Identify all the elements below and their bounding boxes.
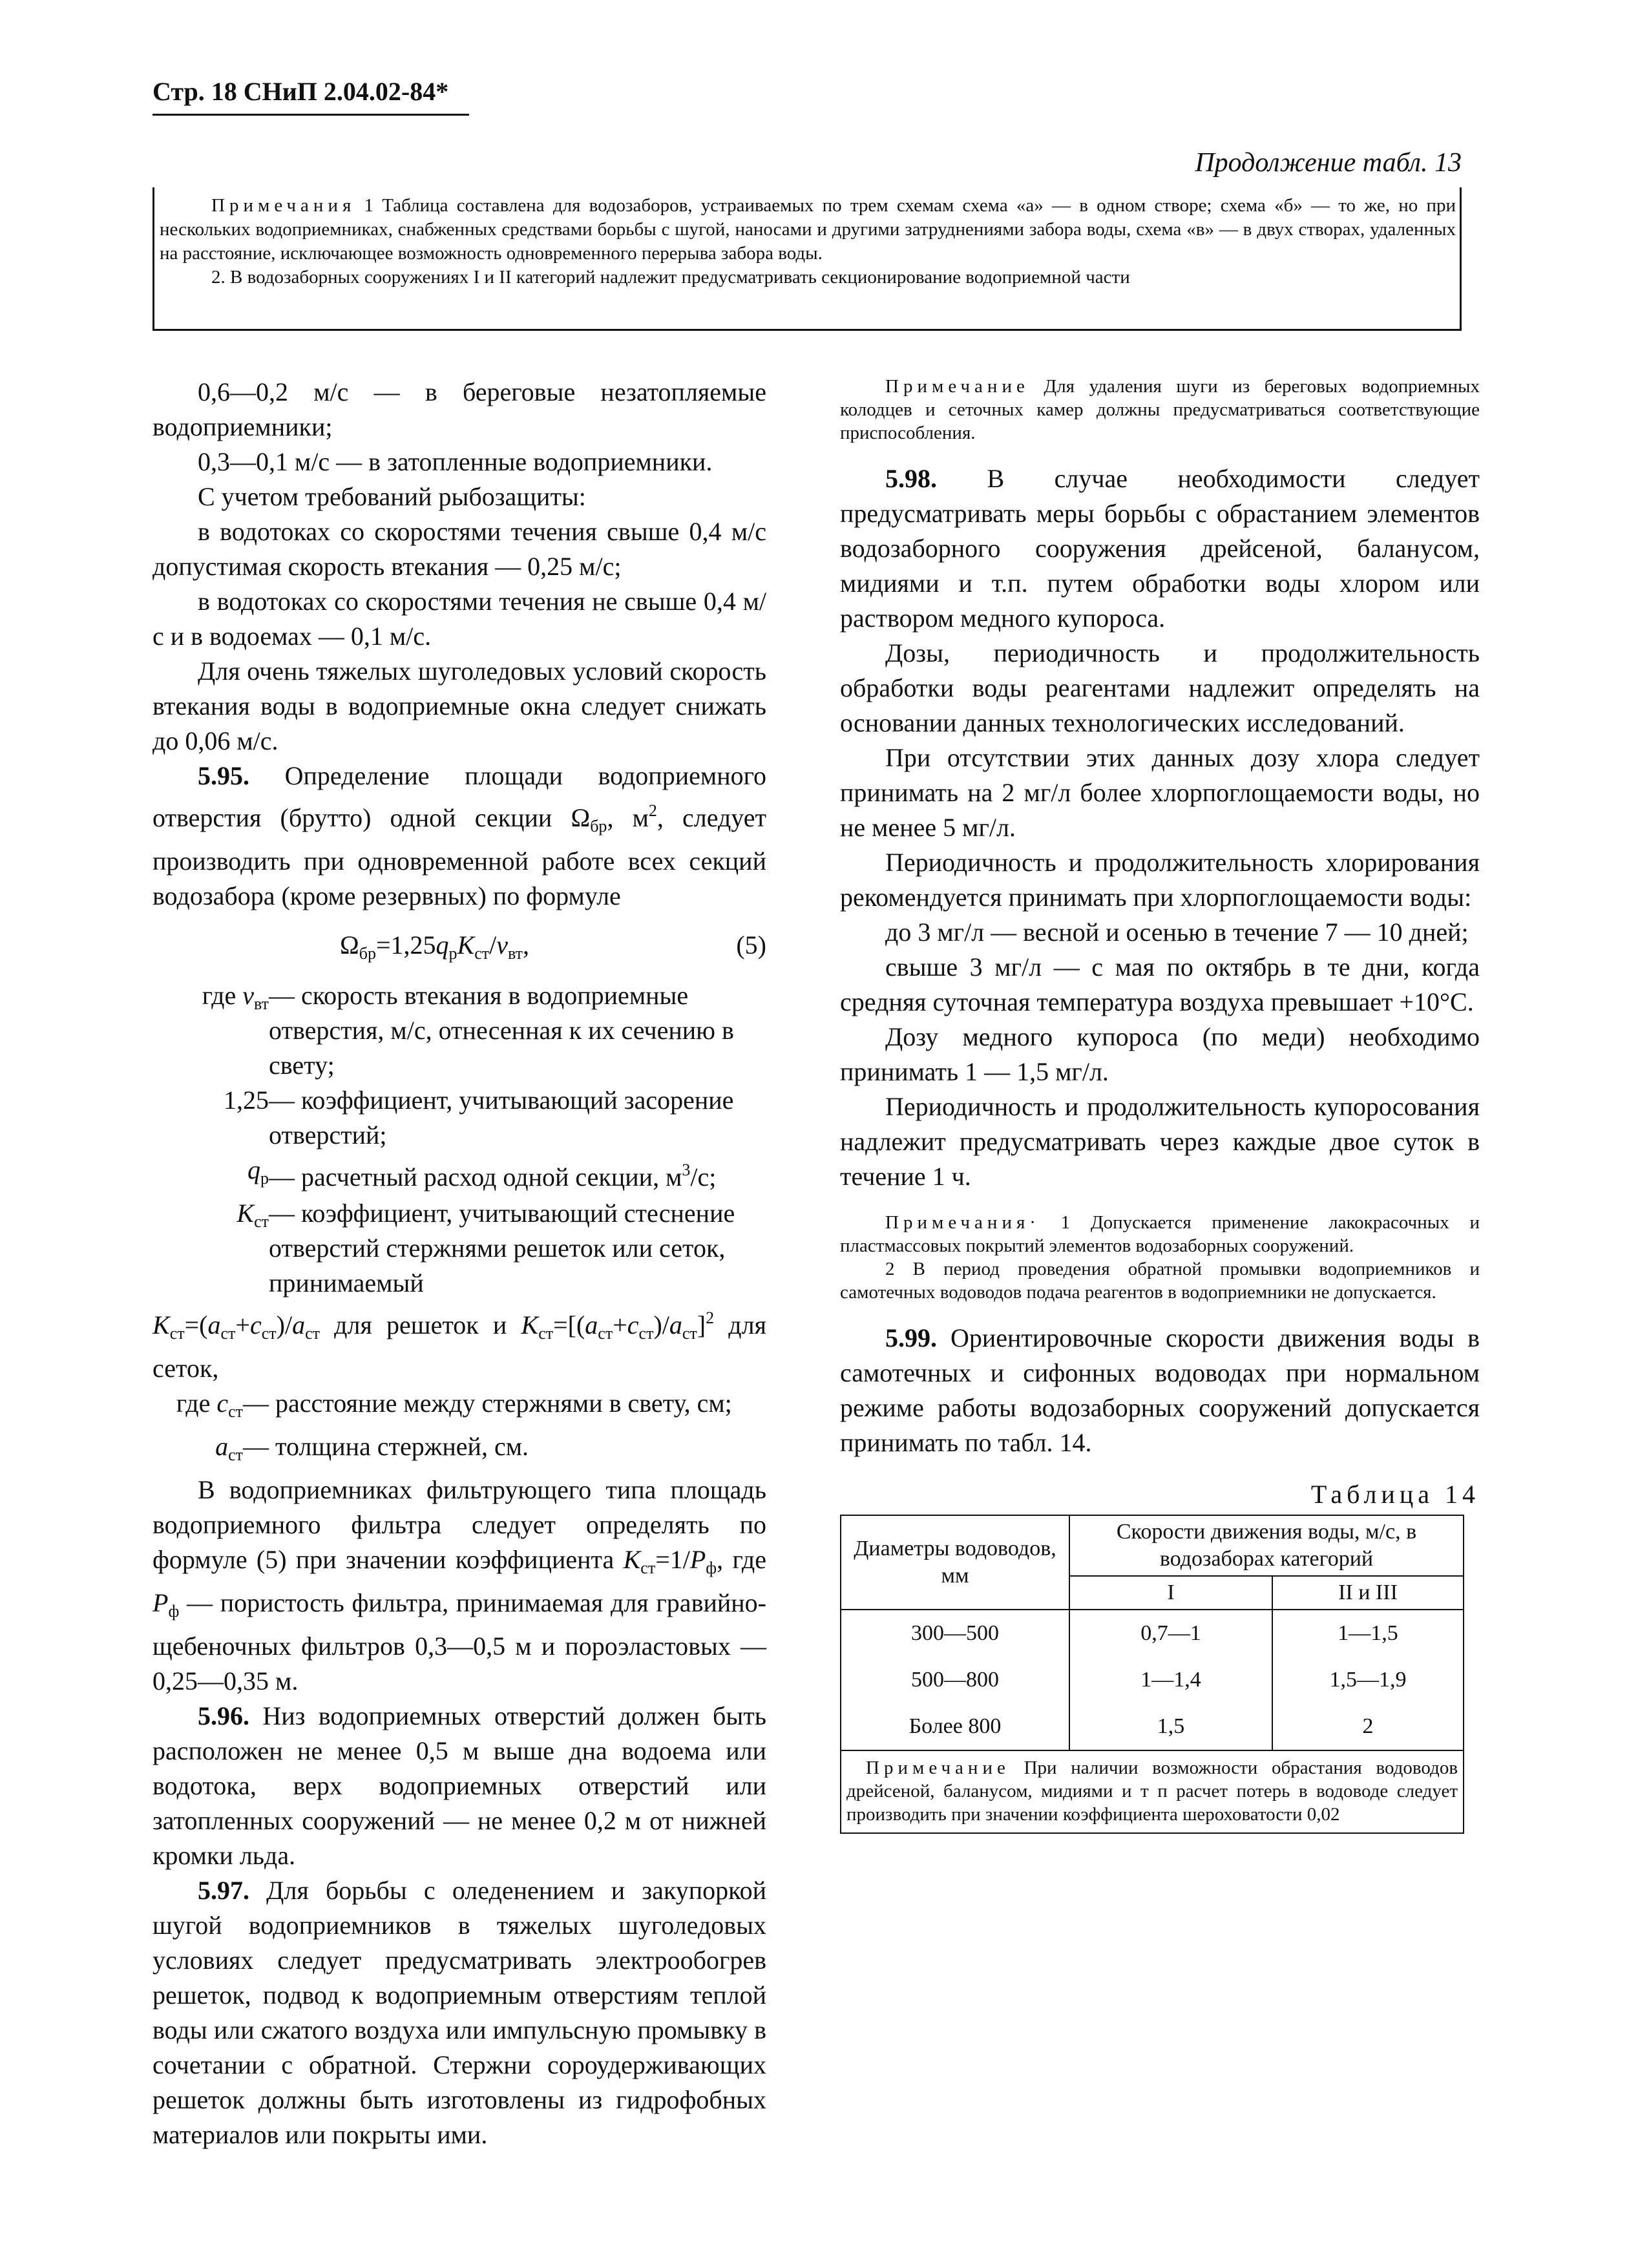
text: — расчетный расход одной секции, м: [269, 1162, 682, 1192]
paragraph: свыше 3 мг/л — с мая по октябрь в те дни, когда средняя суточная температура воздуха превышает +10°С.: [840, 952, 1480, 1016]
definition: [152, 1429, 766, 1473]
section-5-95: [152, 759, 766, 914]
formula-definitions: [152, 978, 766, 1301]
formula-part: ст: [169, 1324, 185, 1343]
header-rule: [152, 114, 469, 116]
formula-part: v: [496, 930, 509, 960]
cell-diameter: 500—800: [841, 1657, 1069, 1703]
paragraph: Дозы, периодичность и продолжительность обработки воды реагентами надлежит определять на основании данных технологических исследований.: [840, 638, 1480, 737]
formula-part: +: [613, 1310, 627, 1339]
right-column: [840, 375, 1480, 1834]
formula-part: c: [249, 1310, 262, 1339]
header-cat-2-3: II и III: [1272, 1576, 1464, 1610]
table13-notes: [152, 187, 1462, 331]
subscript: ст: [640, 1559, 656, 1577]
formula-number: (5): [736, 930, 766, 960]
formula-part: a: [207, 1310, 221, 1339]
definition: [152, 1153, 766, 1196]
definition: [152, 1083, 766, 1153]
definition-symbol: [152, 978, 269, 1083]
note-1: 1 Таблица составлена для водозаборов, устраиваемых по трем схемам схема «а» — в одном створе; схема «б» — то же, но при нескольких водоприемниках, снабженных средствами борьбы с шугой, наносами и другими затруднениями забора воды, схема «в» — в двух створах, удаленных на расстояние, исключающее возможность одновременного перерыва забора воды.: [160, 195, 1456, 264]
definition-symbol: [152, 1386, 243, 1429]
text: q: [247, 1155, 260, 1184]
k-formula: [152, 1301, 766, 1386]
formula-part: )/: [276, 1310, 293, 1339]
formula-part: ст: [261, 1324, 277, 1343]
formula-5: [152, 928, 766, 969]
text: В случае необходимости следует предусматривать меры борьбы с обрастанием элементов водозаборного сооружения дрейсеной, баланусом, мидиями и т.п. путем обработки воды хлором или раствором медного купороса.: [840, 464, 1480, 633]
cell-cat-2-3: 1,5—1,9: [1272, 1657, 1464, 1703]
paragraph: Периодичность и продолжительность купоросования надлежит предусматривать через каждые двое суток в течение 1 ч.: [840, 1092, 1480, 1191]
formula-part: ст: [598, 1324, 613, 1343]
formula-part: =[(: [553, 1310, 585, 1339]
note-text: Для удаления шуги из береговых водоприемных колодцев и сеточных камер должны предусматриваться соответствующие приспособления.: [840, 376, 1480, 443]
formula-expression: [340, 928, 529, 971]
notes-5-98: [840, 1211, 1480, 1304]
text: В водоприемниках фильтрующего типа площадь водоприемного фильтра следует определять по формуле (5) при значении коэффициента: [152, 1475, 766, 1574]
paragraph: Периодичность и продолжительность хлорирования рекомендуется принимать при хлорпоглощаемости воды:: [840, 848, 1480, 912]
section-number: 5.95.: [198, 761, 249, 790]
cell-cat-2-3: 1—1,5: [1272, 1610, 1464, 1657]
definition-text: — толщина стержней, см.: [243, 1432, 529, 1461]
subscript: вт: [254, 994, 269, 1013]
formula-part: ст: [220, 1324, 236, 1343]
header-cat-1: I: [1069, 1576, 1272, 1610]
formula-part: ст: [305, 1324, 320, 1343]
formula-part: a: [585, 1310, 598, 1339]
formula-part: a: [669, 1310, 682, 1339]
text: c: [216, 1389, 229, 1418]
formula-part: ст: [474, 944, 490, 963]
text: a: [215, 1432, 229, 1461]
subscript: бр: [590, 817, 607, 835]
formula-part: K: [152, 1310, 170, 1339]
formula-part: K: [457, 930, 475, 960]
formula-part: q: [436, 930, 449, 960]
definition-text: — скорость втекания в водоприемные отверстия, м/с, отнесенная к их сечению в свету;: [269, 981, 734, 1080]
note-5-97: [840, 375, 1480, 445]
left-column: [152, 375, 766, 2152]
text: , следует производить при одновременной работе всех секций водозабора (кроме резервных) по формуле: [152, 803, 767, 910]
definition-symbol: [152, 1196, 269, 1301]
formula-part: K: [521, 1310, 539, 1339]
note-label: Примечание: [885, 376, 1029, 397]
definition: [152, 978, 766, 1083]
section-number: 5.98.: [885, 464, 937, 493]
section-5-96: [152, 1699, 766, 1873]
formula-part: c: [627, 1310, 639, 1339]
text: P: [152, 1588, 169, 1617]
text: Определение площади водоприемного отверстия (брутто) одной секции Ω: [152, 761, 767, 832]
paragraph: 0,3—0,1 м/с — в затопленные водоприемники.: [198, 447, 713, 476]
formula-part: Ω: [340, 930, 359, 960]
definition-text: — коэффициент, учитывающий стеснение отверстий стержнями решеток или сеток, принимаемый: [269, 1199, 735, 1297]
subscript: ст: [254, 1212, 269, 1231]
formula-part: /: [489, 930, 497, 960]
text: K: [236, 1199, 255, 1228]
subscript: р: [260, 1169, 269, 1188]
subscript: ст: [228, 1445, 243, 1464]
text: /с;: [690, 1162, 717, 1192]
paragraph: При отсутствии этих данных дозу хлора следует принимать на 2 мг/л более хлорпоглощаемости воды, но не менее 5 мг/л.: [840, 743, 1480, 842]
text: где: [176, 1389, 217, 1418]
paragraph: Для очень тяжелых шуголедовых условий скорость втекания воды в водоприемные окна следует снижать до 0,06 м/с.: [152, 656, 766, 755]
definition-text: [269, 1153, 766, 1196]
formula-part: для сеток,: [152, 1310, 766, 1383]
note-text: При наличии возможности обрастания водоводов дрейсеной, баланусом, мидиями и т п расчет потерь в водоводе следует производить при значении коэффициента шероховатости 0,02: [846, 1758, 1458, 1825]
formula-part: ,: [523, 930, 530, 960]
paragraph: в водотоках со скоростями течения свыше 0,4 м/с допустимая скорость втекания — 0,25 м/с;: [152, 517, 766, 581]
definition-symbol: 1,25: [224, 1086, 269, 1115]
cell-diameter: 300—500: [841, 1610, 1069, 1657]
section-5-97: [152, 1873, 766, 2152]
page-header: Стр. 18 СНиП 2.04.02-84*: [152, 77, 449, 106]
cell-cat-1: 1—1,4: [1069, 1657, 1272, 1703]
formula-part: ст: [638, 1324, 654, 1343]
note: 2 В период проведения обратной промывки водоприемников и самотечных водоводов подача реагентов в водоприемники не допускается.: [840, 1259, 1480, 1303]
formula-part: бр: [359, 944, 376, 963]
table-14-title: Таблица 14: [1310, 1480, 1480, 1509]
text: K: [623, 1545, 641, 1574]
definition-text: — коэффициент, учитывающий засорение отверстий;: [269, 1086, 734, 1150]
paragraph: С учетом требований рыбозащиты:: [198, 482, 586, 511]
paragraph: Дозу медного купороса (по меди) необходимо принимать 1 — 1,5 мг/л.: [840, 1022, 1480, 1086]
section-number: 5.99.: [885, 1323, 937, 1352]
subscript: ст: [228, 1402, 243, 1421]
note-label: Примечания·: [885, 1212, 1040, 1233]
formula-part: ст: [682, 1324, 697, 1343]
paragraph: в водотоках со скоростями течения не свыше 0,4 м/с и в водоемах — 0,1 м/с.: [152, 587, 766, 651]
text: Ориентировочные скорости движения воды в самотечных и сифонных водоводах при нормальном режиме работы водозаборных сооружений допускается принимать по табл. 14.: [840, 1323, 1480, 1457]
cell-cat-1: 0,7—1: [1069, 1610, 1272, 1657]
text: , где: [717, 1545, 766, 1574]
cell-diameter: Более 800: [841, 1703, 1069, 1750]
section-5-99: [840, 1321, 1480, 1460]
text: Для борьбы с оледенением и закупоркой шугой водоприемников в тяжелых шуголедовых условиях следует предусматривать электрообогрев решеток, подвод к водоприемным отверстиям теплой воды или сжатого воздуха или импульсную промывку в сочетании с обратной. Стержни сороудерживающих решеток должны быть изготовлены из гидрофобных материалов или покрыты ими.: [152, 1876, 766, 2149]
cell-cat-1: 1,5: [1069, 1703, 1272, 1750]
k-definitions: [152, 1386, 766, 1473]
definition: [152, 1196, 766, 1301]
superscript: 2: [648, 801, 657, 820]
table-row: [841, 1657, 1464, 1703]
paragraph: 0,6—0,2 м/с — в береговые незатопляемые водоприемники;: [152, 377, 766, 441]
formula-part: +: [235, 1310, 250, 1339]
note-2: 2. В водозаборных сооружениях I и II категорий надлежит предусматривать секционирование водоприемной части: [211, 267, 1130, 288]
subscript: ф: [706, 1559, 717, 1577]
formula-part: a: [292, 1310, 306, 1339]
table-continuation-label: Продолжение табл. 13: [1195, 148, 1462, 178]
header-speeds: Скорости движения воды, м/с, в водозаборах категорий: [1069, 1515, 1464, 1576]
table-14-note: [841, 1750, 1464, 1833]
table-row: [841, 1703, 1464, 1750]
section-5-98: [840, 461, 1480, 636]
table-14: [840, 1515, 1464, 1834]
definition: [152, 1386, 766, 1429]
formula-part: ст: [538, 1324, 554, 1343]
paragraph-filter: [152, 1473, 766, 1699]
notes-label: Примечания: [211, 195, 356, 216]
formula-part: ]: [697, 1310, 706, 1339]
formula-part: 2: [706, 1308, 715, 1327]
text: v: [242, 981, 254, 1010]
cell-cat-2-3: 2: [1272, 1703, 1464, 1750]
text: Низ водоприемных отверстий должен быть расположен не менее 0,5 м выше дна водоема или водотока, верх водоприемных отверстий или затопленных сооружений — не менее 0,2 м от нижней кромки льда.: [152, 1701, 767, 1870]
superscript: 3: [682, 1160, 691, 1179]
formula-part: вт: [508, 944, 523, 963]
note-label: Примечание: [866, 1758, 1010, 1778]
text: — пористость фильтра, принимаемая для гравийно-щебеночных фильтров 0,3—0,5 м и пороэластовых — 0,25—0,35 м.: [152, 1588, 766, 1696]
table-row: [841, 1610, 1464, 1657]
formula-part: =1,25: [375, 930, 436, 960]
paragraph: до 3 мг/л — весной и осенью в течение 7 — 10 дней;: [885, 918, 1469, 947]
definition-symbol: [152, 1429, 243, 1473]
definition-symbol: [152, 1153, 269, 1196]
formula-part: р: [448, 944, 457, 963]
section-number: 5.97.: [198, 1876, 249, 1905]
definition-text: — расстояние между стержнями в свету, см;: [243, 1389, 732, 1418]
formula-part: для решеток и: [319, 1310, 521, 1339]
subscript: ф: [168, 1602, 180, 1621]
formula-part: )/: [653, 1310, 669, 1339]
text: =1/: [655, 1545, 690, 1574]
note-text: 1 Допускается применение лакокрасочных и пластмассовых покрытий элементов водозаборных сооружений.: [840, 1212, 1480, 1256]
text: где: [202, 981, 243, 1010]
text: P: [689, 1545, 706, 1574]
note: [840, 1211, 1480, 1257]
text: , м: [607, 803, 649, 832]
section-number: 5.96.: [198, 1701, 249, 1730]
formula-part: =(: [184, 1310, 208, 1339]
header-diameters: Диаметры водоводов, мм: [841, 1515, 1069, 1610]
